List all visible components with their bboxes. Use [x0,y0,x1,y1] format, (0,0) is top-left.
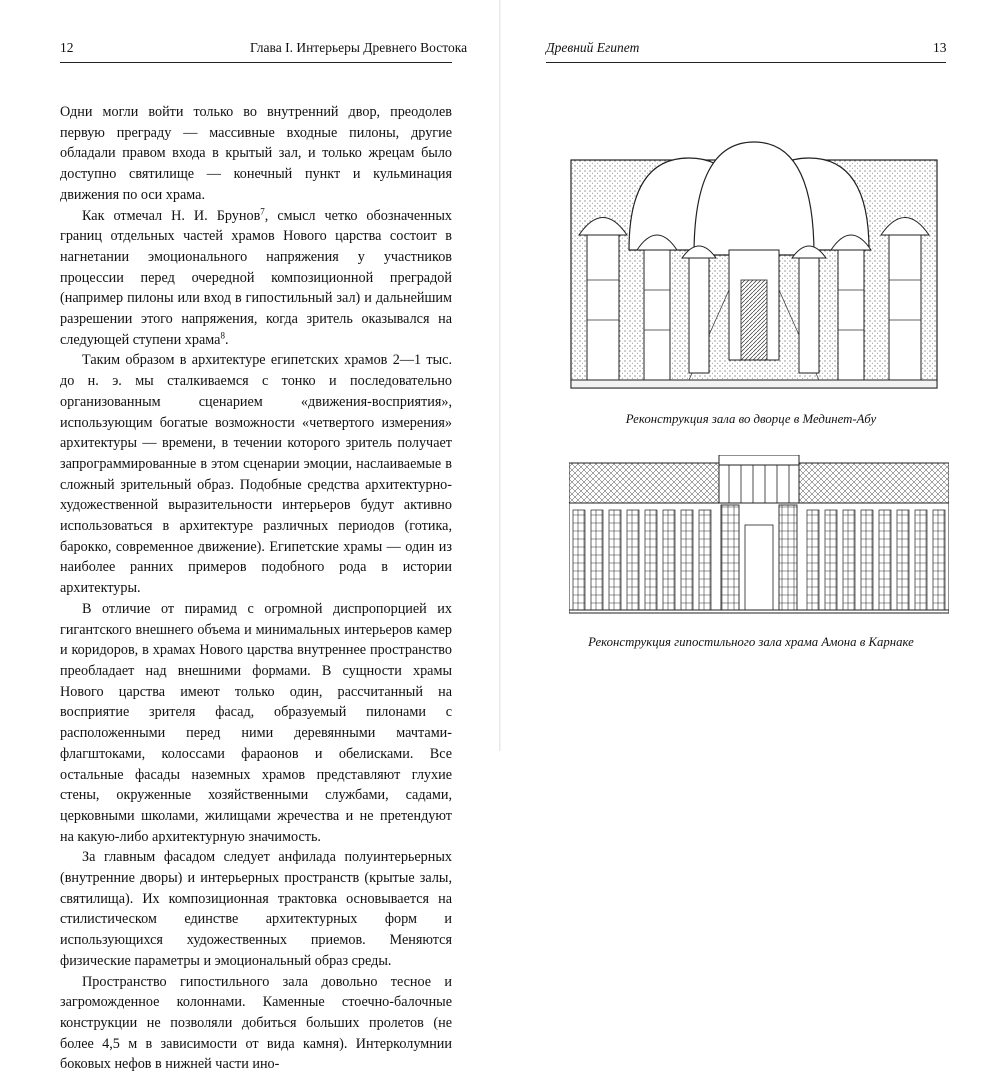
paragraph-5: За главным фасадом следует анфилада полуинтерьерных (внутренние дворы) и интерьерных пространств (крытые залы, святилища). Их композиционная трактовка основывается на стилистическом единстве архитектурных форм и использующихся художественных приемов. Меняются физические параметры и эмоциональный образ среды. [60,849,452,969]
right-header-rule [546,62,946,63]
paragraph-4: В отличие от пирамид с огромной диспропорцией их гигантского внешнего объема и минимальных интерьеров камер и коридоров, в храмах Нового царства внутреннее пространство преобладает над внешними формами. В сущности храмы Нового царства имеют только один, рассчитанный на восприятие зрителя фасад, образуемый пилонами с расположенными перед ними деревянными мачтами-флагштоками, колоссами фараонов и обелисками. Все остальные фасады наземных храмов представляют глухие стены, окруженные хозяйственными службами, садами, церковными школами, жилищами жречества и не претендуют на какую-либо архитектурную значимость. [60,600,452,845]
left-header-rule [60,62,452,63]
left-running-head: Глава I. Интерьеры Древнего Востока [250,40,468,55]
right-running-head: Древний Египет [546,40,640,55]
paragraph-6: Пространство гипостильного зала довольно тесное и загроможденное колоннами. Каменные стоечно-балочные конструкции не позволяли добиться больших пролетов (не более 4,5 м в зависимости от вида камня). Интерколумнии боковых нефов в нижней части ино- [60,973,452,1073]
left-page-number: 12 [60,40,74,55]
right-page [501,0,1000,751]
paragraph-2-start: Как отмечал Н. И. Брунов [82,207,261,224]
paragraph-2-period: . [224,331,229,348]
right-page-number: 13 [933,40,947,55]
paragraph-2-rest: , смысл четко обозначенных границ отдельных частей храмов Нового царства состоит в нагнетании эмоционального напряжения у участников процессии перед очередной композиционной преградой (например пилоны или вход в гипостильный зал) и дальнейшим разрешении этого напряжения, когда зритель оказывался на следующей ступени храма [60,207,452,348]
left-body-text [60,102,452,1075]
figure-karnak-hypostyle-hall [569,455,949,615]
caption-karnak: Реконструкция гипостильного зала храма Амона в Карнаке [588,635,914,649]
figure-medinet-habu-hall [569,140,939,390]
paragraph-3: Таким образом в архитектуре египетских храмов 2—1 тыс. до н. э. мы сталкиваемся с тонко и последовательно организованным сценарием «движения-восприятия», использующим богатые возможности «четвертого измерения» архитектуры — времени, в течении которого зритель получает запрограммированные в этом сценарии эмоции, наслаиваемые в сложный зрительный образ. Подобные средства архитектурно-художественной выразительности интерьеров будут активно использоваться в архитектуре различных периодов (готика, барокко, современное движение). Египетские храмы — один из наиболее ранних примеров подобного рода в истории архитектуры. [60,352,452,597]
paragraph-1: Одни могли войти только во внутренний двор, преодолев первую преграду — массивные входные пилоны, другие обладали правом входа в крытый зал, и только жрецам было доступно святилище — конечный пункт и кульминация движения по оси храма. [60,104,452,203]
footnote-ref-8: 8 [220,330,225,340]
left-page [0,0,499,1073]
caption-medinet-habu: Реконструкция зала во дворце в Мединет-Абу [625,412,877,426]
paragraph-2 [60,206,452,351]
footnote-ref-7: 7 [260,205,265,216]
